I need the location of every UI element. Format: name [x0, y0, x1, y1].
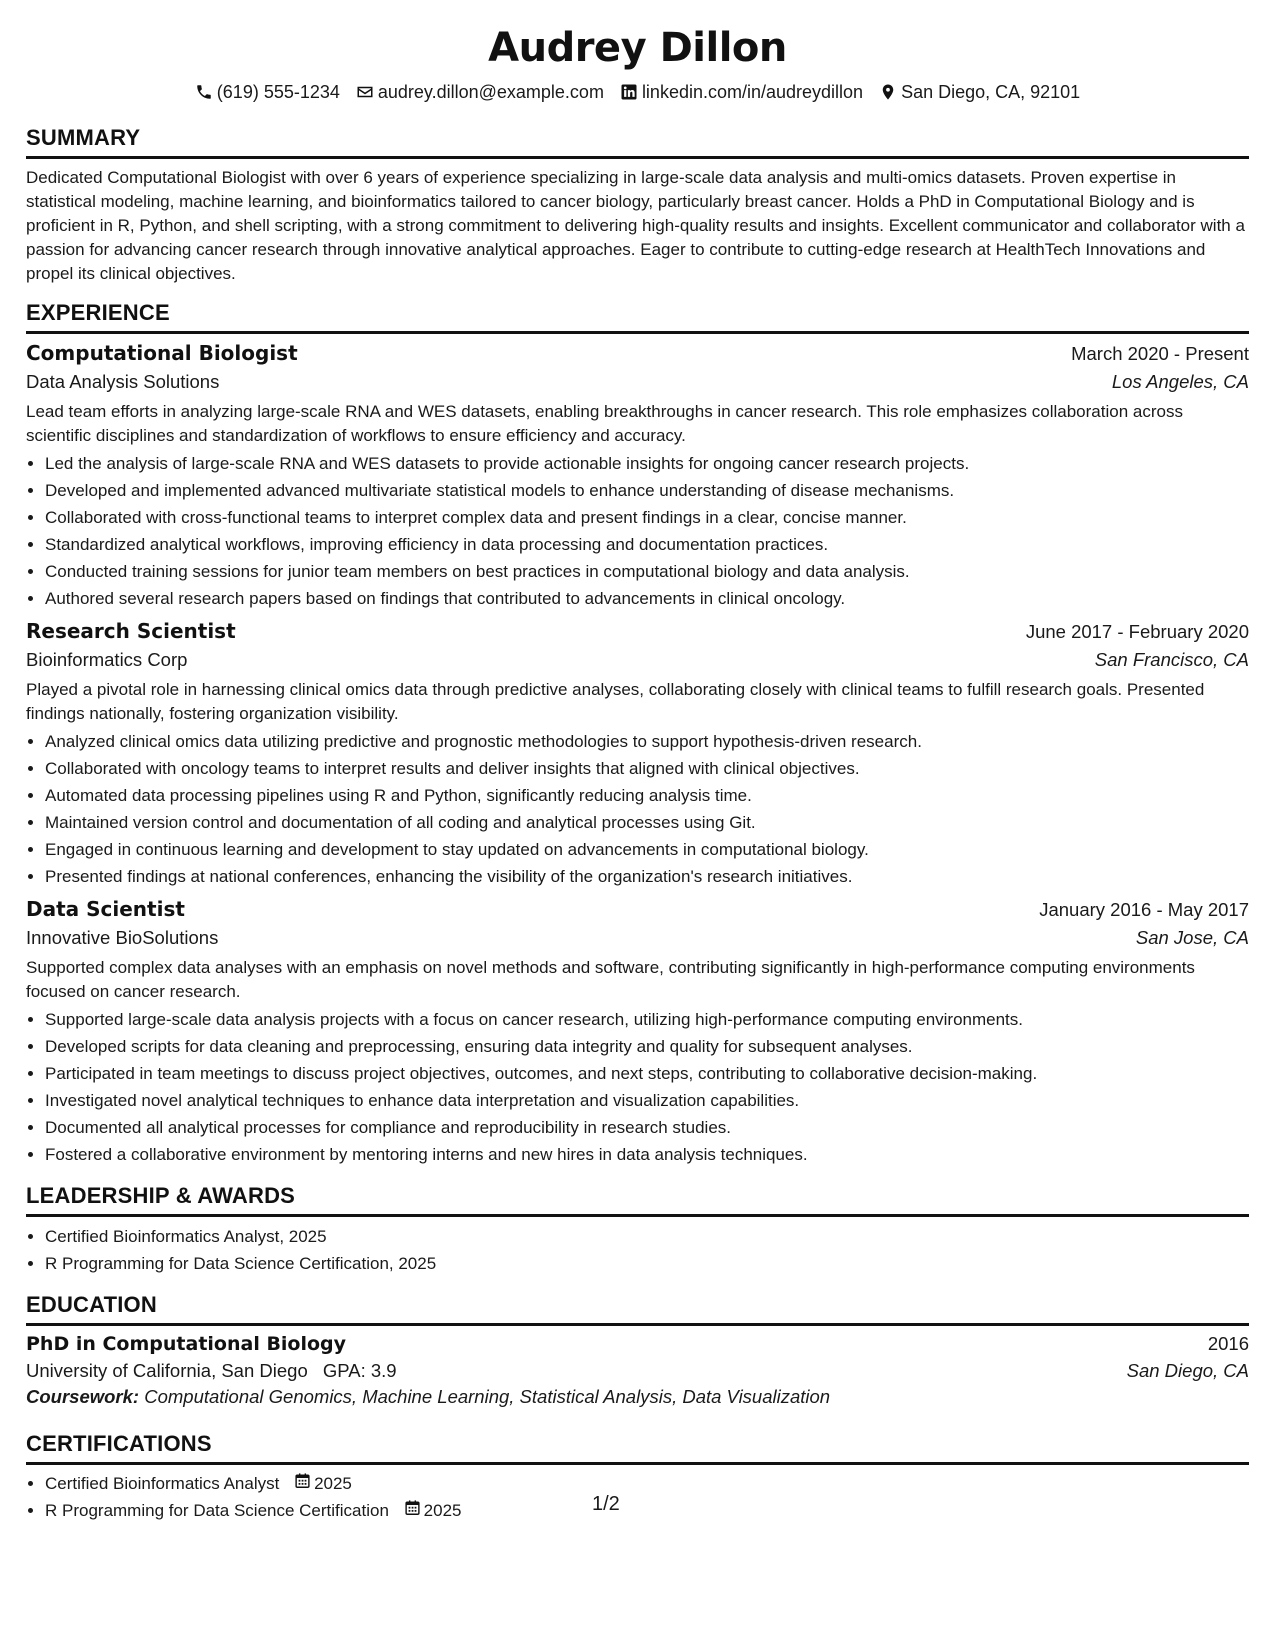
job-entry: [26, 341, 1249, 612]
cert-year: 2025: [423, 1501, 462, 1520]
certifications-list: [26, 1470, 1249, 1524]
calendar-icon: [294, 1470, 311, 1497]
job-dates: June 2017 - February 2020: [1025, 621, 1249, 642]
location-text: San Diego, CA, 92101: [901, 81, 1081, 102]
job-location: San Francisco, CA: [1094, 649, 1249, 670]
list-item: • Conducted training sessions for junior team members on best practices in computational biology and data analysis.: [45, 558, 1249, 585]
page-number: 1/2: [592, 1493, 620, 1515]
list-item: • Automated data processing pipelines using R and Python, significantly reducing analysis time.: [45, 782, 1249, 809]
degree-title: PhD in Computational Biology: [26, 1333, 347, 1355]
summary-section: [26, 124, 1249, 286]
section-title-summary: SUMMARY: [26, 124, 1249, 159]
job-entry: [26, 619, 1249, 890]
job-location: San Jose, CA: [1135, 927, 1249, 948]
job-subheader: [26, 371, 1249, 393]
cert-name: Certified Bioinformatics Analyst: [45, 1474, 280, 1493]
job-subheader: [26, 649, 1249, 671]
cert-date: [294, 1470, 352, 1497]
list-item: • Maintained version control and documentation of all coding and analytical processes using Git.: [45, 809, 1249, 836]
list-item: • Developed and implemented advanced multivariate statistical models to enhance understanding of disease mechanisms.: [45, 477, 1249, 504]
coursework: [26, 1386, 1249, 1408]
list-item: • R Programming for Data Science Certification, 2025: [45, 1250, 1249, 1277]
summary-text: Dedicated Computational Biologist with over 6 years of experience specializing in large-scale data analysis and multi-omics datasets. Proven expertise in statistical modeling, machine learning, and bioinformatics tailored to cancer biology, particularly breast cancer. Holds a PhD in Computational Biology and is proficient in R, Python, and shell scripting, with a strong commitment to delivering high-quality results and insights. Excellent communicator and collaborator with a passion for advancing cancer research through innovative analytical approaches. Eager to contribute to cutting-edge research at HealthTech Innovations and propel its clinical objectives.: [26, 168, 1245, 283]
company-name: Innovative BioSolutions: [26, 927, 219, 948]
job-dates: March 2020 - Present: [1071, 343, 1249, 364]
list-item: • Collaborated with cross-functional teams to interpret complex data and present findings in a clear, concise manner.: [45, 504, 1249, 531]
section-title-leadership: LEADERSHIP & AWARDS: [26, 1182, 1249, 1217]
job-description: Played a pivotal role in harnessing clinical omics data through predictive analyses, collaborating closely with clinical teams to fulfill research goals. Presented findings nationally, fostering organization visibility.: [26, 680, 1205, 723]
list-item: • Developed scripts for data cleaning and preprocessing, ensuring data integrity and quality for subsequent analyses.: [45, 1033, 1249, 1060]
company-name: Bioinformatics Corp: [26, 649, 188, 670]
calendar-icon: [404, 1497, 421, 1524]
job-header: [26, 897, 1249, 921]
list-item: • Engaged in continuous learning and development to stay updated on advancements in computational biology.: [45, 836, 1249, 863]
school-name: University of California, San Diego: [26, 1360, 308, 1381]
education-section: [26, 1291, 1249, 1408]
coursework-list: Computational Genomics, Machine Learning, Statistical Analysis, Data Visualization: [144, 1386, 831, 1407]
list-item: • Supported large-scale data analysis projects with a focus on cancer research, utilizing high-performance computing environments.: [45, 1006, 1249, 1033]
linkedin-text: linkedin.com/in/audreydillon: [641, 81, 864, 102]
experience-section: [26, 299, 1249, 1168]
job-description: Supported complex data analyses with an emphasis on novel methods and software, contributing significantly in high-performance computing environments focused on cancer research.: [26, 958, 1195, 1001]
job-title: Data Scientist: [26, 897, 185, 921]
job-dates: January 2016 - May 2017: [1039, 899, 1249, 920]
job-entry: [26, 897, 1249, 1168]
cert-year: 2025: [314, 1474, 352, 1493]
section-title-certifications: CERTIFICATIONS: [26, 1430, 1249, 1465]
job-bullets: [26, 1006, 1249, 1168]
phone-text: (619) 555-1234: [216, 81, 340, 102]
education-header: [26, 1333, 1249, 1355]
cert-date: [404, 1497, 462, 1524]
map-pin-icon: [879, 83, 897, 101]
contact-phone: [195, 82, 340, 103]
school-info: [26, 1360, 397, 1382]
job-description: Lead team efforts in analyzing large-scale RNA and WES datasets, enabling breakthroughs in cancer research. This role emphasizes collaboration across scientific disciplines and standardization of workflows to ensure efficiency and accuracy.: [26, 402, 1183, 445]
job-header: [26, 619, 1249, 643]
list-item: • Investigated novel analytical techniques to enhance data interpretation and visualization capabilities.: [45, 1087, 1249, 1114]
contact-location: [879, 82, 1080, 103]
section-title-education: EDUCATION: [26, 1291, 1249, 1326]
contact-bar: [26, 80, 1249, 104]
leadership-list: [26, 1223, 1249, 1277]
gpa-text: GPA: 3.9: [322, 1360, 397, 1381]
section-title-experience: EXPERIENCE: [26, 299, 1249, 334]
job-bullets: [26, 450, 1249, 612]
linkedin-icon: [620, 83, 638, 101]
list-item: [45, 1497, 1249, 1524]
phone-icon: [195, 83, 213, 101]
list-item: • Participated in team meetings to discuss project objectives, outcomes, and next steps, contributing to collaborative decision-making.: [45, 1060, 1249, 1087]
job-title: Computational Biologist: [26, 341, 298, 365]
school-location: San Diego, CA: [1126, 1360, 1249, 1381]
list-item: • Presented findings at national conferences, enhancing the visibility of the organization's research initiatives.: [45, 863, 1249, 890]
envelope-icon: [356, 83, 374, 101]
list-item: • Fostered a collaborative environment by mentoring interns and new hires in data analysis techniques.: [45, 1141, 1249, 1168]
list-item: • Led the analysis of large-scale RNA and WES datasets to provide actionable insights for ongoing cancer research projects.: [45, 450, 1249, 477]
company-name: Data Analysis Solutions: [26, 371, 220, 392]
certifications-section: [26, 1430, 1249, 1524]
job-subheader: [26, 927, 1249, 949]
list-item: • Collaborated with oncology teams to interpret results and deliver insights that aligned with clinical objectives.: [45, 755, 1249, 782]
list-item: • Certified Bioinformatics Analyst, 2025: [45, 1223, 1249, 1250]
coursework-label: Coursework:: [26, 1386, 140, 1407]
contact-email[interactable]: [356, 82, 604, 103]
graduation-year: 2016: [1207, 1333, 1249, 1354]
email-text: audrey.dillon@example.com: [377, 81, 604, 102]
list-item: • Analyzed clinical omics data utilizing predictive and prognostic methodologies to support hypothesis-driven research.: [45, 728, 1249, 755]
education-subheader: [26, 1360, 1249, 1382]
list-item: [45, 1470, 1249, 1497]
leadership-section: [26, 1182, 1249, 1277]
list-item: • Authored several research papers based on findings that contributed to advancements in clinical oncology.: [45, 585, 1249, 612]
job-header: [26, 341, 1249, 365]
list-item: • Documented all analytical processes for compliance and reproducibility in research studies.: [45, 1114, 1249, 1141]
job-bullets: [26, 728, 1249, 890]
candidate-name: Audrey Dillon: [488, 25, 787, 71]
job-title: Research Scientist: [26, 619, 236, 643]
resume-page: [26, 0, 1249, 1524]
cert-name: R Programming for Data Science Certification: [45, 1501, 389, 1520]
contact-linkedin[interactable]: [620, 82, 863, 103]
list-item: • Standardized analytical workflows, improving efficiency in data processing and documentation practices.: [45, 531, 1249, 558]
job-location: Los Angeles, CA: [1111, 371, 1249, 392]
